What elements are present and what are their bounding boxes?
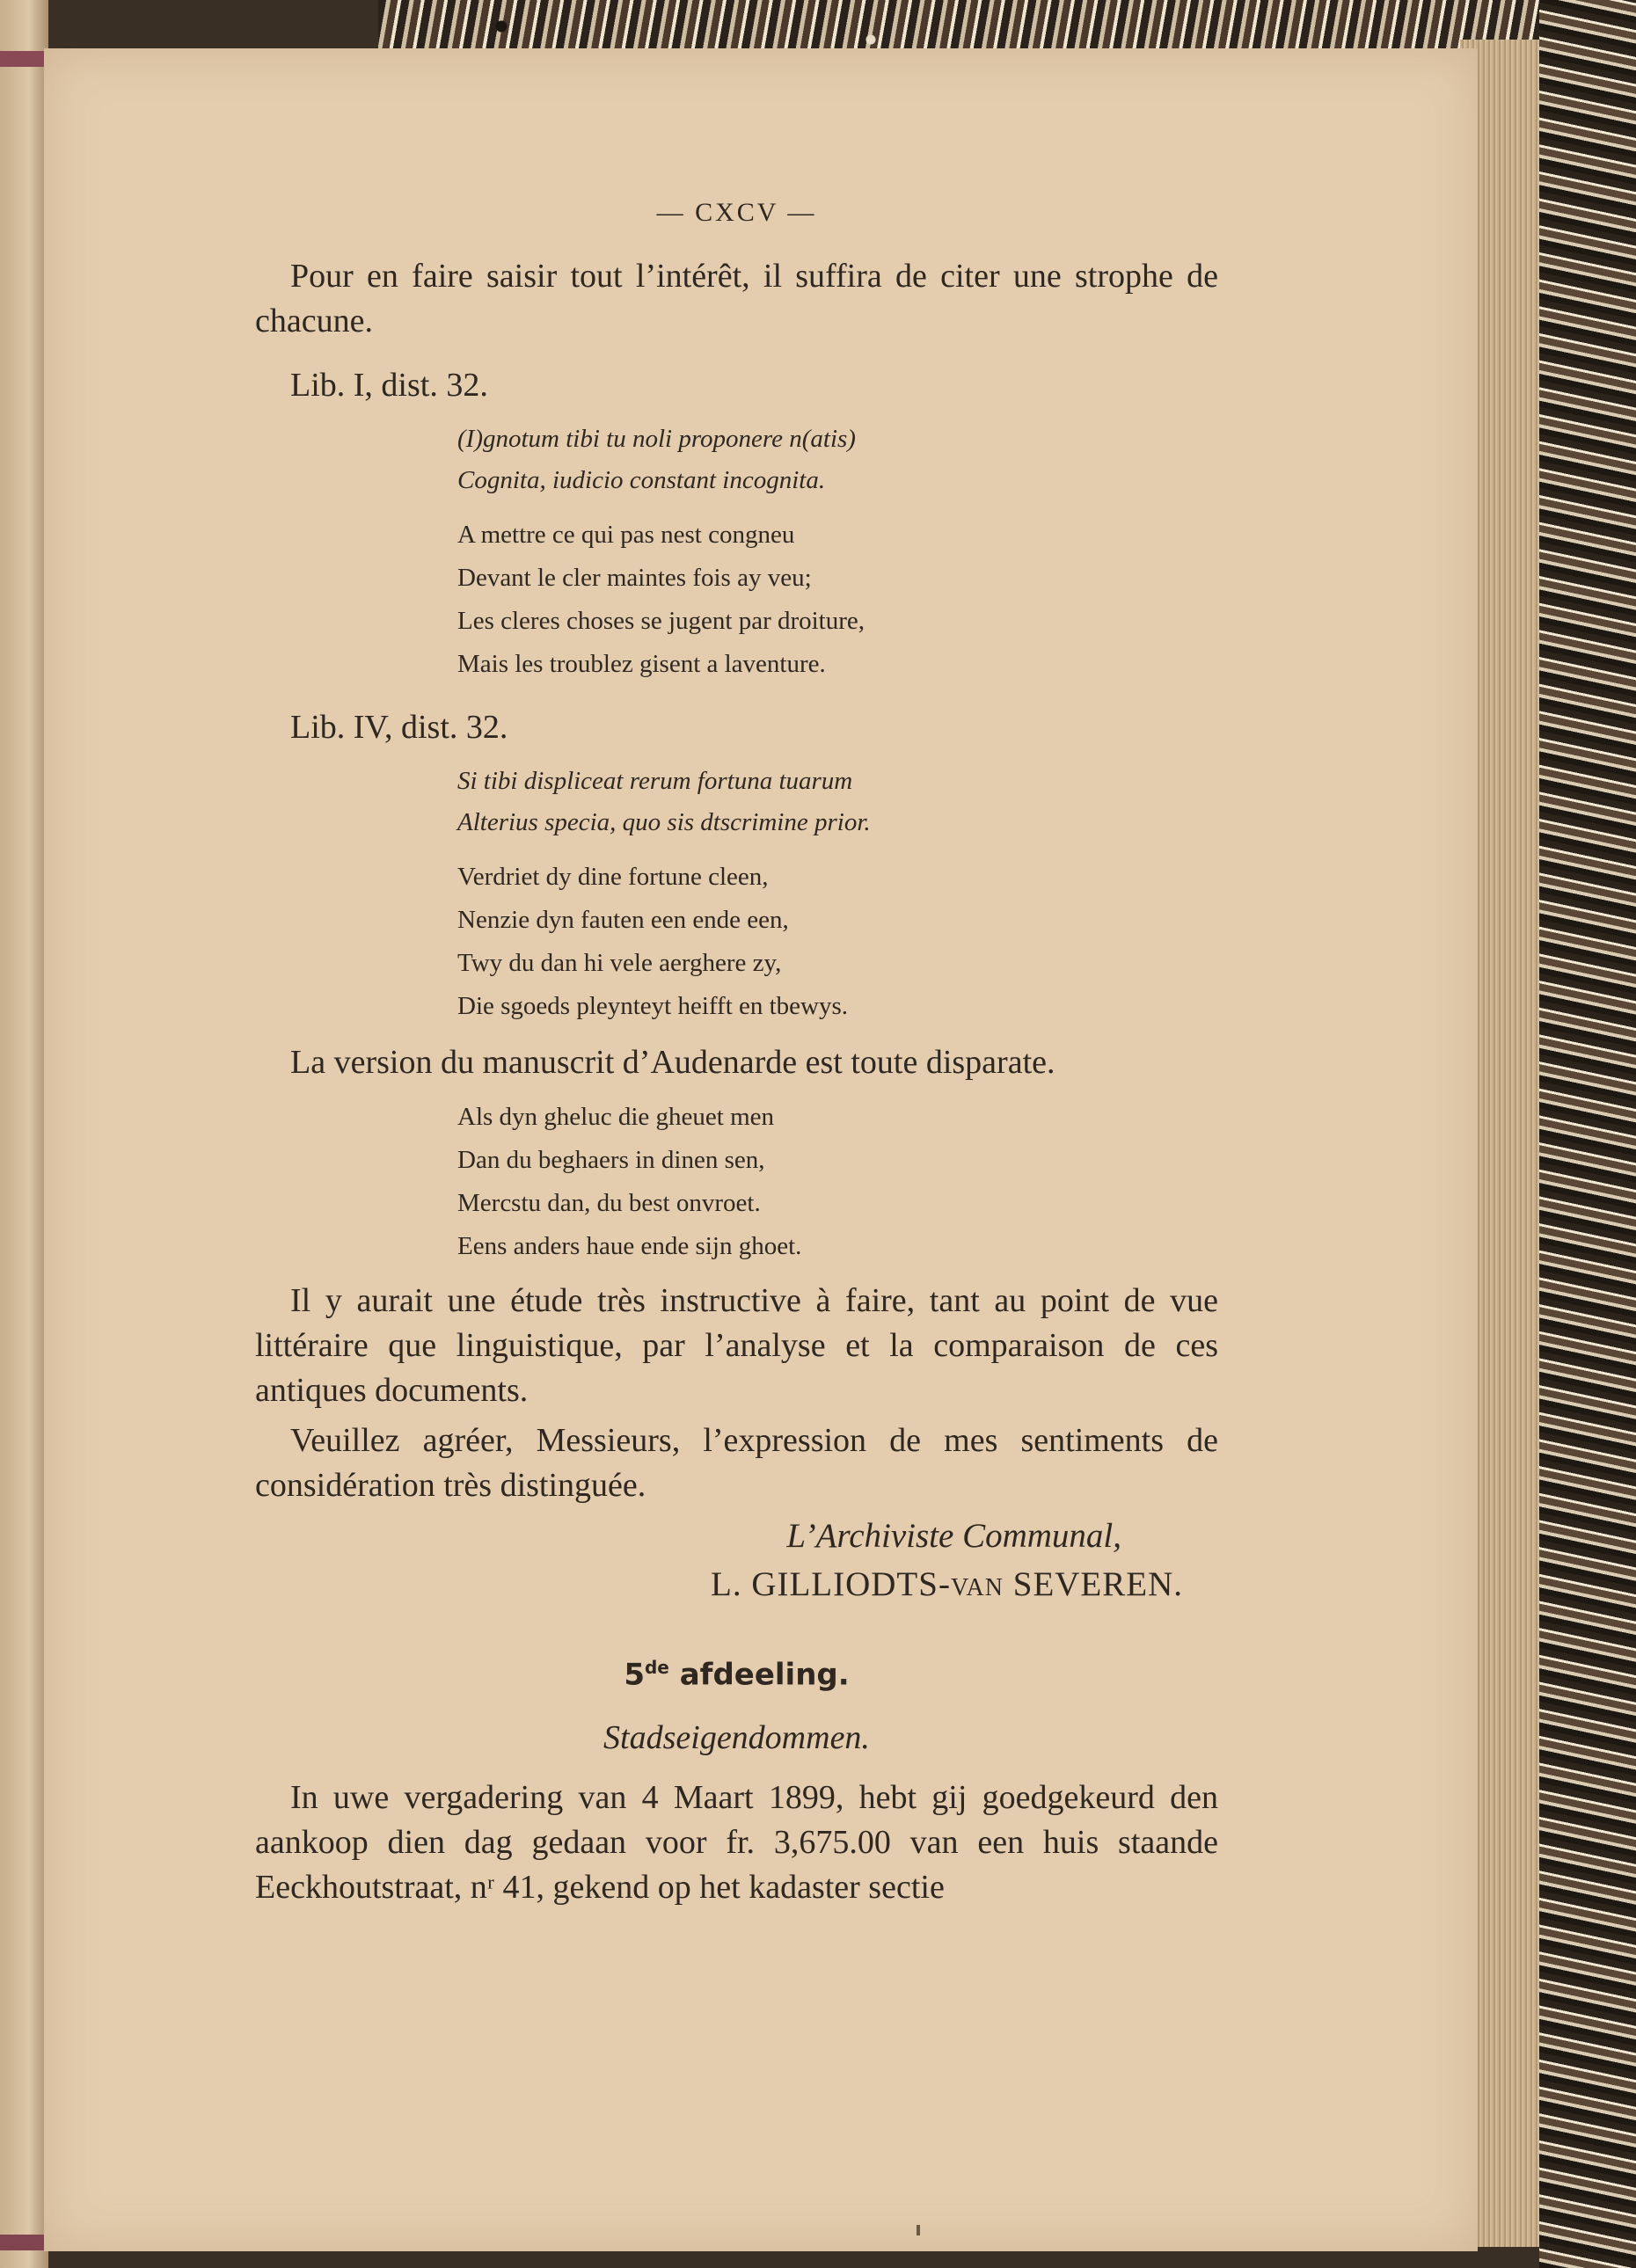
section-heading (255, 1645, 1218, 1696)
section-number: 5 (624, 1657, 645, 1693)
verse-line: Als dyn gheluc die gheuet men (457, 1103, 774, 1131)
verse-block (457, 1096, 1218, 1268)
verse-line: (I)gnotum tibi tu noli proponere n(atis) (457, 425, 856, 453)
signature-title: L’Archiviste Communal, (786, 1517, 1121, 1555)
verse-line: Si tibi displiceat rerum fortuna tuarum (457, 767, 853, 795)
verse-block (457, 419, 1218, 686)
paragraph: Veuillez agréer, Messieurs, l’expression de mes sentiments de considération très distinguée. (255, 1422, 1218, 1504)
signature-name-part: L. GILLIODTS- (711, 1565, 951, 1603)
book-page (44, 48, 1478, 2251)
verse-line: Dan du beghaers in dinen sen, (457, 1146, 765, 1174)
verse-line: Les cleres choses se jugent par droiture, (457, 607, 865, 635)
verse-line: Twy du dan hi vele aerghere zy, (457, 949, 782, 977)
verse-line: Mercstu dan, du best onvroet. (457, 1189, 761, 1217)
left-page-edge (0, 0, 48, 2268)
verse-line: Devant le cler maintes fois ay veu; (457, 564, 812, 592)
verse-line: Die sgoeds pleynteyt heifft en tbewys. (457, 992, 849, 1020)
signature-name (255, 1560, 1218, 1612)
paragraph: In uwe vergadering van 4 Maart 1899, hebt gij goedgekeurd den aankoop dien dag gedaan voor fr. 3,675.00 van een huis staande Eeckhoutstraat, nʳ 41, gekend op het kadaster sectie (255, 1779, 1218, 1907)
verse-line: Verdriet dy dine fortune cleen, (457, 863, 769, 891)
verse-reference: Lib. I, dist. 32. (290, 367, 488, 404)
section-word: afdeeling. (668, 1657, 850, 1693)
signature-name-part: VAN (950, 1574, 1004, 1601)
page-content (255, 198, 1218, 1910)
verse-line: Nenzie dyn fauten een ende een, (457, 906, 789, 934)
verse-reference: Lib. IV, dist. 32. (290, 709, 508, 746)
binding-band (0, 2235, 48, 2250)
paragraph: La version du manuscrit d’Audenarde est toute disparate. (290, 1044, 1055, 1081)
binding-band (0, 51, 48, 67)
verse-block (457, 761, 1218, 1028)
paragraph: Il y aurait une étude très instructive à faire, tant au point de vue littéraire que linguistique, par l’analyse et la comparaison de ces antiques documents. (255, 1282, 1218, 1409)
marbled-fore-edge (1539, 0, 1636, 2268)
paragraph: Pour en faire saisir tout l’intérêt, il suffira de citer une strophe de chacune. (255, 258, 1218, 339)
page-number-header: — CXCV — (656, 198, 817, 227)
section-subtitle: Stadseigendommen. (603, 1719, 870, 1757)
verse-line: A mettre ce qui pas nest congneu (457, 521, 795, 549)
verse-line: Mais les troublez gisent a laventure. (457, 650, 826, 678)
section-ordinal: de (644, 1657, 669, 1678)
signature-name-part: SEVEREN. (1004, 1565, 1183, 1603)
verse-line: Eens anders haue ende sijn ghoet. (457, 1232, 802, 1260)
ink-mark (917, 2225, 920, 2235)
verse-line: Alterius specia, quo sis dtscrimine prior. (457, 808, 871, 836)
verse-line: Cognita, iudicio constant incognita. (457, 466, 826, 494)
